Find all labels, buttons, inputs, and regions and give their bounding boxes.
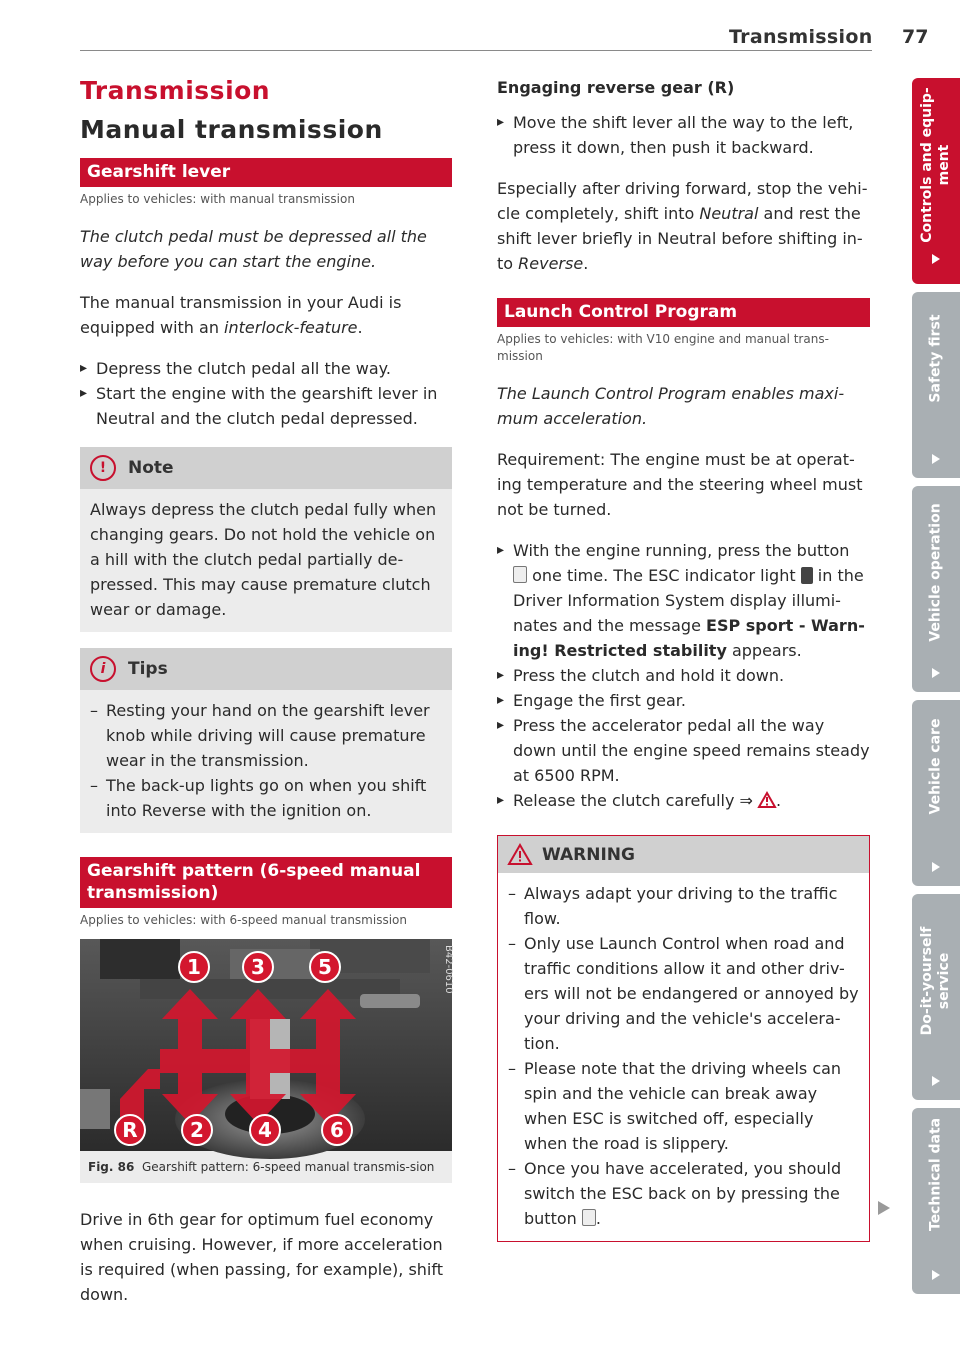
body-text: Especially after driving forward, stop the vehi-cle completely, shift into xyxy=(497,179,868,223)
body-emphasis: interlock-feature xyxy=(224,318,358,337)
step-list xyxy=(497,538,870,813)
step-item: ▸ Release the clutch carefully ⇒ . xyxy=(497,788,870,813)
left-column xyxy=(80,76,452,1323)
applies-text: Applies to vehicles: with manual transmission xyxy=(80,192,355,206)
step-item: ▸ Move the shift lever all the way to the left, press it down, then push it backward. xyxy=(497,110,870,160)
section-title: Manual transmission xyxy=(80,115,383,144)
side-tab-safety[interactable] xyxy=(912,292,960,478)
side-tab-label: Safety first xyxy=(927,314,944,403)
gear-label: 6 xyxy=(330,1118,344,1142)
warning-item: – Please note that the driving wheels can spin and the vehicle can break away when ESC is switched off, especially when the road is slippery. xyxy=(508,1056,859,1156)
side-tab-controls[interactable] xyxy=(912,78,960,284)
gearshift-figure xyxy=(80,939,452,1151)
tips-header xyxy=(80,648,452,690)
step-text: appears. xyxy=(726,641,802,660)
body-paragraph xyxy=(497,176,870,276)
gear-label: 5 xyxy=(318,955,332,979)
step-item: ▸ Press the accelerator pedal all the way down until the engine speed remains steady at 6500 RPM. xyxy=(497,713,870,788)
body-paragraph: Drive in 6th gear for optimum fuel economy when cruising. However, if more acceleration is required (when passing, for example), shift down. xyxy=(80,1210,443,1304)
tips-body xyxy=(80,690,452,833)
gear-label: 2 xyxy=(190,1118,204,1142)
side-tab-label: Controls and equip- ment xyxy=(919,87,952,243)
esc-button-icon xyxy=(582,1209,596,1226)
launch-control-heading: Launch Control Program xyxy=(497,298,870,327)
warning-item: – Once you have accelerated, you should switch the ESC back on by pressing the button . xyxy=(508,1156,859,1231)
warning-icon xyxy=(508,844,532,865)
intro-text xyxy=(80,224,452,274)
info-icon: i xyxy=(90,656,116,682)
tips-box xyxy=(80,648,452,833)
step-item xyxy=(497,538,870,663)
warning-item: – Always adapt your driving to the traffic flow. xyxy=(508,881,859,931)
page-number: 77 xyxy=(902,26,929,48)
message-text: ESP sport - Warn-ing! Restricted stability xyxy=(513,616,865,660)
side-tab-label: Technical data xyxy=(927,1117,944,1232)
applies-text: Applies to vehicles: with V10 engine and manual trans-mission xyxy=(497,332,829,363)
esc-button-icon xyxy=(513,566,527,583)
side-tab-label: Vehicle operation xyxy=(927,503,944,642)
gear-label: 4 xyxy=(258,1118,272,1142)
tip-item: – Resting your hand on the gearshift lever knob while driving will cause premature wear in the transmission. xyxy=(90,698,442,773)
step-item: ▸ Engage the first gear. xyxy=(497,688,870,713)
step-text: With the engine running, press the button xyxy=(513,541,850,560)
body-text: . xyxy=(357,318,363,337)
right-column xyxy=(497,76,870,1242)
reverse-heading: Engaging reverse gear (R) xyxy=(497,78,735,97)
intro-line: The clutch pedal must be depressed all the xyxy=(80,227,427,246)
step-item: ▸ Start the engine with the gearshift lever in Neutral and the clutch pedal depressed. xyxy=(80,381,452,431)
warning-text: Once you have accelerated, you should switch the ESC back on by pressing the button xyxy=(524,1159,842,1228)
warning-list xyxy=(508,881,859,1231)
warning-title: WARNING xyxy=(542,844,635,865)
gearshift-pattern-heading: Gearshift pattern (6-speed manual transmission) xyxy=(80,857,452,908)
warning-header xyxy=(498,836,869,873)
gear-label: 1 xyxy=(187,955,201,979)
warning-box xyxy=(497,835,870,1242)
side-tab-vehicle-operation[interactable] xyxy=(912,486,960,692)
side-tab-label: Do-it-yourself service xyxy=(919,926,952,1036)
intro-text: The Launch Control Program enables maxi-mum acceleration. xyxy=(497,384,845,428)
note-icon: ! xyxy=(90,455,116,481)
note-header xyxy=(80,447,452,489)
side-tab-technical-data[interactable] xyxy=(912,1108,960,1294)
step-list xyxy=(497,110,870,160)
esc-indicator-icon xyxy=(801,567,813,584)
note-box xyxy=(80,447,452,632)
note-text: Always depress the clutch pedal fully when changing gears. Do not hold the vehicle on a hill with the clutch pedal partially de-pressed. This may cause premature clutch wear or damage. xyxy=(90,500,437,619)
figure-code: B42-0610 xyxy=(443,945,454,994)
side-tab-do-it-yourself[interactable] xyxy=(912,894,960,1100)
chapter-title: Transmission xyxy=(80,76,271,105)
step-item: ▸ Press the clutch and hold it down. xyxy=(497,663,870,688)
step-text: Release the clutch carefully ⇒ xyxy=(513,791,759,810)
body-paragraph xyxy=(80,290,452,340)
figure-label: Fig. 86 xyxy=(88,1160,135,1174)
tips-title: Tips xyxy=(128,659,168,679)
step-list xyxy=(80,356,452,431)
header-rule xyxy=(80,50,872,51)
side-tab-vehicle-care[interactable] xyxy=(912,700,960,886)
step-text: in the Driver Information System display illumi-nates and the message xyxy=(513,566,864,635)
tip-item: – The back-up lights go on when you shift into Reverse with the ignition on. xyxy=(90,773,442,823)
body-text: . xyxy=(583,254,589,273)
warning-item: – Only use Launch Control when road and traffic conditions allow it and other driv-ers will not be endangered or annoyed by your driving and the vehicle's accelera-tion. xyxy=(508,931,859,1056)
body-emphasis: Neutral xyxy=(699,204,759,223)
body-text: The manual transmission in your Audi is equipped with an xyxy=(80,293,402,337)
side-tab-label: Vehicle care xyxy=(927,718,944,815)
gearshift-lever-heading: Gearshift lever xyxy=(80,158,452,187)
gear-label: R xyxy=(122,1118,138,1142)
gear-label: 3 xyxy=(251,955,265,979)
body-emphasis: Reverse xyxy=(518,254,584,273)
intro-line: way before you can start the engine. xyxy=(80,252,377,271)
figure-caption-text: Gearshift pattern: 6-speed manual transmis-sion xyxy=(141,1160,435,1174)
tips-list xyxy=(90,698,442,823)
step-item: ▸ Depress the clutch pedal all the way. xyxy=(80,356,452,381)
warning-body xyxy=(498,873,869,1241)
gearshift-illustration xyxy=(80,939,452,1151)
warning-triangle-icon xyxy=(758,792,776,808)
note-title: Note xyxy=(128,458,174,478)
requirement-text: Requirement: The engine must be at operat-ing temperature and the steering wheel must not be turned. xyxy=(497,450,863,519)
continue-arrow-icon xyxy=(878,1201,890,1215)
body-text: and rest the shift lever briefly in Neutral before shifting in-to xyxy=(497,204,863,273)
running-title: Transmission xyxy=(729,26,873,48)
applies-text: Applies to vehicles: with 6-speed manual transmission xyxy=(80,913,407,927)
step-text: one time. The ESC indicator light xyxy=(527,566,801,585)
